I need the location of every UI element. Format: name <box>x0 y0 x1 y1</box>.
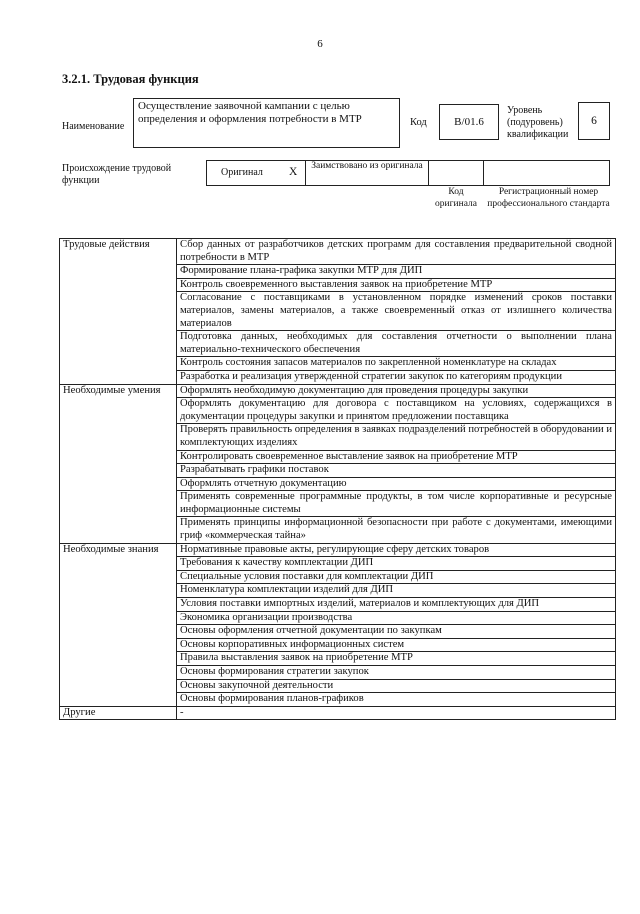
category-cell: Необходимые умения <box>60 384 177 543</box>
original-code-cell <box>428 160 484 186</box>
item-cell: Основы формирования планов-графиков <box>177 693 616 707</box>
function-name-value: Осуществление заявочной кампании с целью определения и оформления потребности в МТР <box>138 100 362 125</box>
origin-label: Происхождение трудовой функции <box>62 163 172 186</box>
item-cell: Разработка и реализация утвержденной стратегии закупок по категориям продукции <box>177 370 616 384</box>
table-row <box>60 239 616 265</box>
item-cell: Подготовка данных, необходимых для составления отчетности о выполнении плана материально-технического обеспечения <box>177 331 616 357</box>
item-cell: Формирование плана-графика закупки МТР для ДИП <box>177 265 616 279</box>
code-value: B/01.6 <box>454 116 484 128</box>
original-mark: X <box>289 166 298 178</box>
item-cell: Оформлять документацию для договора с поставщиком на условиях, содержащихся в документации процедуры закупки и принятом предложении поставщика <box>177 398 616 424</box>
item-cell: Применять современные программные продукты, в том числе корпоративные и ресурсные информационные системы <box>177 491 616 517</box>
function-details-table <box>59 238 616 720</box>
category-cell: Другие <box>60 706 177 720</box>
borrowed-cell <box>305 160 429 186</box>
name-label: Наименование <box>62 121 125 132</box>
item-cell: Оформлять отчетную документацию <box>177 477 616 491</box>
level-box <box>578 102 610 140</box>
level-label: Уровень (подуровень) квалификации <box>507 105 569 140</box>
item-cell: Основы закупочной деятельности <box>177 679 616 693</box>
item-cell: - <box>177 706 616 720</box>
item-cell: Сбор данных от разработчиков детских программ для составления предварительной сводной потребности в МТР <box>177 239 616 265</box>
table-row <box>60 706 616 720</box>
item-cell: Контроль состояния запасов материалов по закрепленной номенклатуре на складах <box>177 357 616 371</box>
reg-number-caption: Регистрационный номер профессионального стандарта <box>487 187 610 209</box>
table-row <box>60 543 616 557</box>
item-cell: Нормативные правовые акты, регулирующие сферу детских товаров <box>177 543 616 557</box>
item-cell: Согласование с поставщиками в установленном порядке изменений сроков поставки материалов, замены материалов, а также своевременный отказ от излишнего количества материалов <box>177 292 616 331</box>
item-cell: Проверять правильность определения в заявках подразделений потребностей в оборудовании и комплектующих изделиях <box>177 424 616 450</box>
item-cell: Оформлять необходимую документацию для проведения процедуры закупки <box>177 384 616 398</box>
item-cell: Требования к качеству комплектации ДИП <box>177 557 616 571</box>
category-cell: Необходимые знания <box>60 543 177 706</box>
item-cell: Разрабатывать графики поставок <box>177 464 616 478</box>
item-cell: Правила выставления заявок на приобретение МТР <box>177 652 616 666</box>
item-cell: Номенклатура комплектации изделий для ДИП <box>177 584 616 598</box>
item-cell: Применять принципы информационной безопасности при работе с документами, имеющими гриф «коммерческая тайна» <box>177 517 616 543</box>
code-label: Код <box>410 117 427 128</box>
item-cell: Экономика организации производства <box>177 611 616 625</box>
code-original-caption: Код оригинала <box>435 187 477 209</box>
item-cell: Основы оформления отчетной документации по закупкам <box>177 625 616 639</box>
item-cell: Контроль своевременного выставления заявок на приобретение МТР <box>177 278 616 292</box>
function-name-box <box>133 98 400 148</box>
original-label: Оригинал <box>221 167 263 178</box>
item-cell: Основы формирования стратегии закупок <box>177 666 616 680</box>
section-title: 3.2.1. Трудовая функция <box>62 72 199 86</box>
item-cell: Специальные условия поставки для комплектации ДИП <box>177 570 616 584</box>
item-cell: Условия поставки импортных изделий, материалов и комплектующих для ДИП <box>177 598 616 612</box>
reg-number-cell <box>483 160 610 186</box>
page-number: 6 <box>317 38 323 50</box>
category-cell: Трудовые действия <box>60 239 177 385</box>
item-cell: Контролировать своевременное выставление заявок на приобретение МТР <box>177 450 616 464</box>
code-box <box>439 104 499 140</box>
original-cell <box>206 160 306 186</box>
level-value: 6 <box>591 115 597 127</box>
table-row <box>60 384 616 398</box>
item-cell: Основы корпоративных информационных систем <box>177 638 616 652</box>
borrowed-label: Заимствовано из оригинала <box>311 161 423 171</box>
